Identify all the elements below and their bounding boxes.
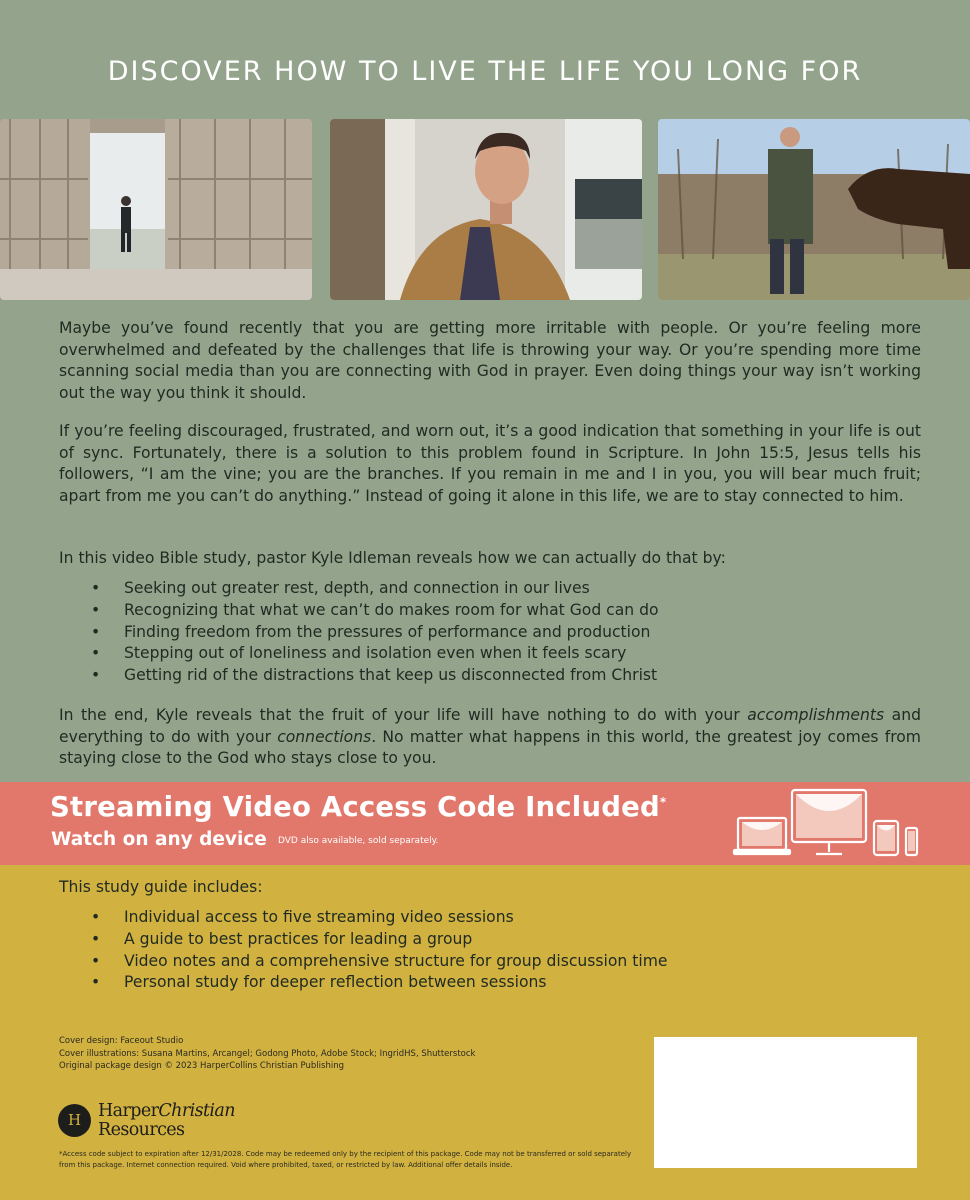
closing-text-a: In the end, Kyle reveals that the fruit of your life will have nothing to do with your (59, 706, 748, 724)
list-item: • Individual access to five streaming video sessions (91, 907, 911, 929)
intro-paragraph-1: Maybe you’ve found recently that you are getting more irritable with people. Or you’re feeling more overwhelmed and defeated by the challenges that life is throwing your way. Or you’re spending more time scanning social media than you are connecting with God in prayer. Even doing things your way isn’t working out the way you think it should. (59, 319, 921, 402)
credit-line: Original package design © 2023 HarperCollins Christian Publishing (59, 1061, 344, 1072)
closing-text-c: . No matter what happens in this world, the greatest joy comes from staying close to the God who stays close to you. (59, 727, 921, 768)
publisher-name-plain: Harper (98, 1101, 159, 1121)
list-item: • Finding freedom from the pressures of performance and production (91, 622, 911, 644)
list-item: • A guide to best practices for leading a group (91, 929, 911, 951)
banner-note: DVD also available, sold separately. (278, 836, 439, 846)
photo-strip (0, 119, 970, 300)
photo-speaker-portrait (330, 119, 642, 300)
credit-line: Cover design: Faceout Studio (59, 1036, 184, 1046)
banner-title-text: Streaming Video Access Code Included (50, 791, 660, 823)
intro-paragraph-2: If you’re feeling discouraged, frustrated, and worn out, it’s a good indication that something in your life is out of sync. Fortunately, there is a solution to this problem found in Scripture. In John 15:5, Jesus tells his followers, “I am the vine; you are the branches. If you remain in me and I in you, you will bear much fruit; apart from me you can’t do anything.” Instead of going it alone in this life, we are to stay connected to him. (59, 422, 921, 505)
closing-text-b: and everything to do with your (59, 706, 921, 746)
photo-horse-field (658, 119, 970, 300)
closing-emphasis-accomplishments: accomplishments (747, 706, 885, 724)
list-item: • Stepping out of loneliness and isolation even when it feels scary (91, 643, 911, 665)
credits (59, 1035, 475, 1073)
closing-paragraph (59, 705, 921, 770)
credit-line: Cover illustrations: Susana Martins, Arcangel; Godong Photo, Adobe Stock; IngridHS, Shutterstock (59, 1048, 476, 1059)
banner-title (50, 791, 666, 823)
intro-paragraph-3: In this video Bible study, pastor Kyle Idleman reveals how we can actually do that by: (59, 549, 726, 567)
list-item: • Getting rid of the distractions that keep us disconnected from Christ (91, 665, 911, 687)
banner-asterisk: * (659, 794, 667, 809)
closing-emphasis-connections: connections (277, 727, 372, 746)
fine-print: *Access code subject to expiration after 12/31/2028. Code may be redeemed only by the recipient of this package. Code may not be transferred or sold separately from this package. Internet connection required. Void where prohibited, taxed, or restricted by law. Additional offer details inside. (59, 1150, 632, 1169)
publisher-logo (58, 1102, 258, 1144)
benefits-list (91, 578, 911, 687)
list-item: • Seeking out greater rest, depth, and connection in our lives (91, 578, 911, 600)
publisher-name-italic: Christian (158, 1101, 235, 1121)
list-item: • Recognizing that what we can’t do makes room for what God can do (91, 600, 911, 622)
includes-heading: This study guide includes: (59, 878, 263, 896)
publisher-name-line2: Resources (98, 1120, 185, 1140)
publisher-monogram: H (67, 1111, 82, 1129)
headline: DISCOVER HOW TO LIVE THE LIFE YOU LONG FOR (107, 56, 863, 87)
publisher-monogram-icon (58, 1104, 91, 1137)
barcode-area (654, 1037, 917, 1168)
banner-subtitle: Watch on any device (51, 829, 267, 850)
publisher-name (98, 1102, 235, 1140)
list-item: • Video notes and a comprehensive structure for group discussion time (91, 951, 911, 973)
includes-list (91, 907, 911, 994)
list-item: • Personal study for deeper reflection between sessions (91, 972, 911, 994)
devices-icon (732, 788, 922, 860)
photo-barn-doorway (0, 119, 312, 300)
